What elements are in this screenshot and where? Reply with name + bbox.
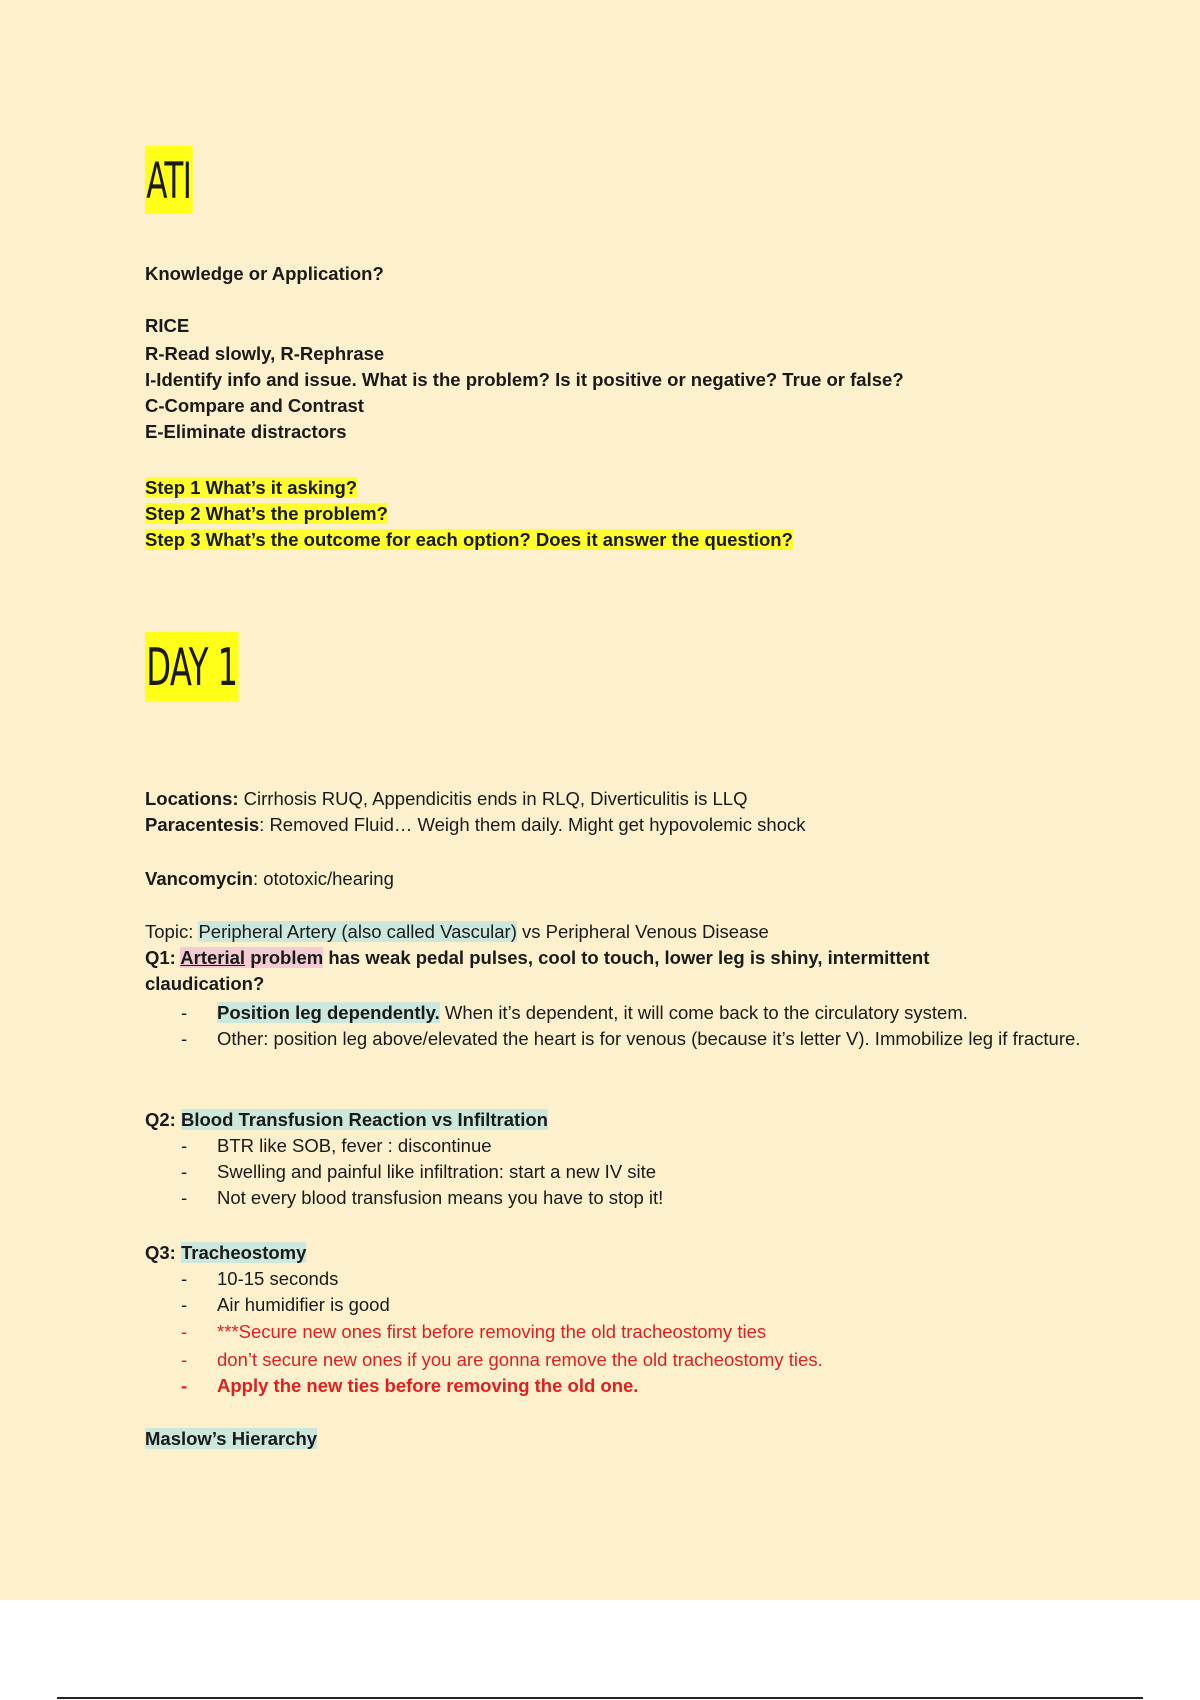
q1-b1-bold: Position leg dependently. xyxy=(217,1002,440,1023)
rice-i: I-Identify info and issue. What is the problem? Is it positive or negative? True or false? xyxy=(145,369,904,390)
q3-prefix: Q3: xyxy=(145,1242,181,1263)
rice-c: C-Compare and Contrast xyxy=(145,395,364,416)
rice-e: E-Eliminate distractors xyxy=(145,421,347,442)
bullet-dash: - xyxy=(181,1294,188,1315)
bullet-dash: - xyxy=(181,1161,188,1182)
q3-title: Tracheostomy xyxy=(180,1242,307,1263)
heading-day1: DAY 1 xyxy=(145,632,239,702)
bullet-dash: - xyxy=(181,1028,188,1049)
rice-r: R-Read slowly, R-Rephrase xyxy=(145,343,385,364)
q2-title: Blood Transfusion Reaction vs Infiltration xyxy=(180,1109,548,1130)
q3-b2: Air humidifier is good xyxy=(217,1294,390,1315)
q3-b1: 10-15 seconds xyxy=(217,1268,339,1289)
locations-label: Locations: xyxy=(145,788,239,809)
bullet-dash: - xyxy=(181,1268,188,1289)
paracentesis-label: Paracentesis xyxy=(145,814,260,835)
q2-prefix: Q2: xyxy=(145,1109,181,1130)
bullet-dash: - xyxy=(181,1135,188,1156)
paracentesis-line xyxy=(145,813,806,837)
q1-arterial: Arterial xyxy=(180,947,246,968)
q3-b3: ***Secure new ones first before removing the old tracheostomy ties xyxy=(217,1321,767,1342)
q1-line xyxy=(145,946,929,970)
q1-rest: has weak pedal pulses, cool to touch, lower leg is shiny, intermittent xyxy=(323,947,930,968)
q2-line xyxy=(145,1108,548,1132)
paracentesis-text: : Removed Fluid… Weigh them daily. Might get hypovolemic shock xyxy=(259,814,806,835)
topic-prefix: Topic: xyxy=(145,921,199,942)
bullet-dash: - xyxy=(181,1349,188,1370)
q3-b5: Apply the new ties before removing the old one. xyxy=(217,1375,639,1396)
q2-b3: Not every blood transfusion means you have to stop it! xyxy=(217,1187,664,1208)
vancomycin-line xyxy=(145,867,394,891)
q1-b2: Other: position leg above/elevated the heart is for venous (because it’s letter V). Immobilize leg if fracture. xyxy=(217,1028,1081,1049)
bullet-dash: - xyxy=(181,1002,188,1023)
q3-line xyxy=(145,1241,306,1265)
q3-b4: don’t secure new ones if you are gonna remove the old tracheostomy ties. xyxy=(217,1349,823,1370)
maslow-heading: Maslow’s Hierarchy xyxy=(145,1428,318,1449)
q1-problem: problem xyxy=(245,947,324,968)
bullet-text xyxy=(217,1001,968,1025)
bottom-divider xyxy=(57,1697,1143,1699)
step-3: Step 3 What’s the outcome for each option? Does it answer the question? xyxy=(145,529,793,550)
bullet-dash: - xyxy=(181,1321,188,1342)
heading-ati: ATI xyxy=(145,146,193,214)
step-2: Step 2 What’s the problem? xyxy=(145,503,388,524)
locations-line xyxy=(145,787,747,811)
q1-prefix: Q1: xyxy=(145,947,181,968)
q1-highlight xyxy=(180,947,323,968)
vancomycin-text: : ototoxic/hearing xyxy=(252,868,394,889)
bullet-dash: - xyxy=(181,1187,188,1208)
knowledge-question: Knowledge or Application? xyxy=(145,263,384,284)
step-1: Step 1 What’s it asking? xyxy=(145,477,358,498)
topic-rest: vs Peripheral Venous Disease xyxy=(516,921,769,942)
topic-line xyxy=(145,920,769,944)
q2-b2: Swelling and painful like infiltration: start a new IV site xyxy=(217,1161,657,1182)
topic-highlight: Peripheral Artery (also called Vascular) xyxy=(198,921,517,942)
locations-text: Cirrhosis RUQ, Appendicitis ends in RLQ, Diverticulitis is LLQ xyxy=(238,788,748,809)
q1-b1-rest: When it’s dependent, it will come back to the circulatory system. xyxy=(439,1002,968,1023)
q2-b1: BTR like SOB, fever : discontinue xyxy=(217,1135,492,1156)
vancomycin-label: Vancomycin xyxy=(145,868,253,889)
q1-line-2: claudication? xyxy=(145,973,265,994)
rice-title: RICE xyxy=(145,315,190,336)
bullet-dash: - xyxy=(181,1375,188,1396)
